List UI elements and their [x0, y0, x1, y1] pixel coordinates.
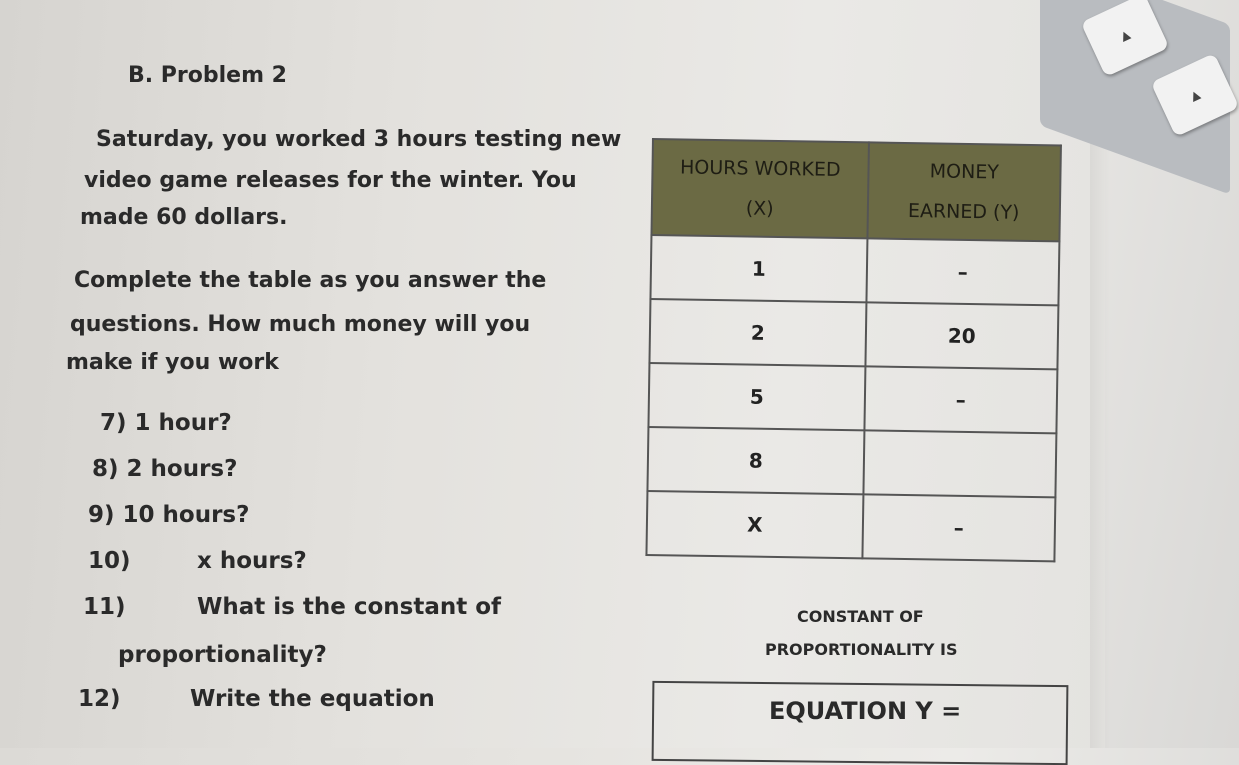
- constant-label-line2: PROPORTIONALITY IS: [765, 640, 958, 659]
- hours-cell: 2: [649, 299, 866, 366]
- question-10-text: x hours?: [197, 548, 307, 574]
- header-money-line2: EARNED (Y): [907, 200, 1020, 224]
- header-hours-line1: HOURS WORKED: [679, 156, 841, 181]
- money-cell[interactable]: –: [862, 494, 1055, 561]
- money-cell[interactable]: –: [864, 366, 1057, 433]
- hours-cell: X: [646, 491, 863, 558]
- question-11-continuation: proportionality?: [118, 642, 327, 668]
- table-row: [650, 235, 1059, 305]
- money-cell[interactable]: –: [866, 238, 1059, 305]
- instruction-line: make if you work: [66, 350, 279, 375]
- instruction-line: questions. How much money will you: [70, 312, 531, 337]
- question-12-text: Write the equation: [190, 686, 435, 712]
- question-10-number: 10): [88, 548, 131, 574]
- keyboard-key: ▲: [1081, 0, 1170, 77]
- money-cell[interactable]: 20: [865, 302, 1058, 369]
- header-hours-line2: (X): [745, 197, 774, 220]
- intro-line: made 60 dollars.: [80, 205, 288, 230]
- question-12-number: 12): [78, 686, 121, 712]
- intro-line: Saturday, you worked 3 hours testing new: [96, 127, 622, 152]
- intro-line: video game releases for the winter. You: [84, 168, 577, 193]
- header-hours-worked: [651, 139, 868, 238]
- question-11-text: What is the constant of: [197, 594, 502, 620]
- money-cell[interactable]: [863, 430, 1056, 497]
- problem-heading: B. Problem 2: [128, 63, 287, 88]
- hours-cell: 8: [647, 427, 864, 494]
- table-row: [649, 299, 1058, 369]
- hours-cell: 1: [650, 235, 867, 302]
- equation-label: EQUATION Y =: [769, 697, 962, 725]
- hours-cell: 5: [648, 363, 865, 430]
- question-11-number: 11): [83, 594, 126, 620]
- question-7: 7) 1 hour?: [100, 410, 232, 436]
- constant-label-line1: CONSTANT OF: [797, 607, 924, 626]
- question-8: 8) 2 hours?: [92, 456, 238, 482]
- header-money-earned: [867, 142, 1061, 241]
- hours-money-table: [646, 138, 1062, 556]
- keyboard-key: ▲: [1151, 53, 1239, 137]
- table-row: [647, 427, 1056, 497]
- table-row: [648, 363, 1057, 433]
- question-9: 9) 10 hours?: [88, 502, 250, 528]
- instruction-line: Complete the table as you answer the: [74, 268, 547, 293]
- header-money-line1: MONEY: [929, 160, 1000, 184]
- table-row: [646, 491, 1055, 561]
